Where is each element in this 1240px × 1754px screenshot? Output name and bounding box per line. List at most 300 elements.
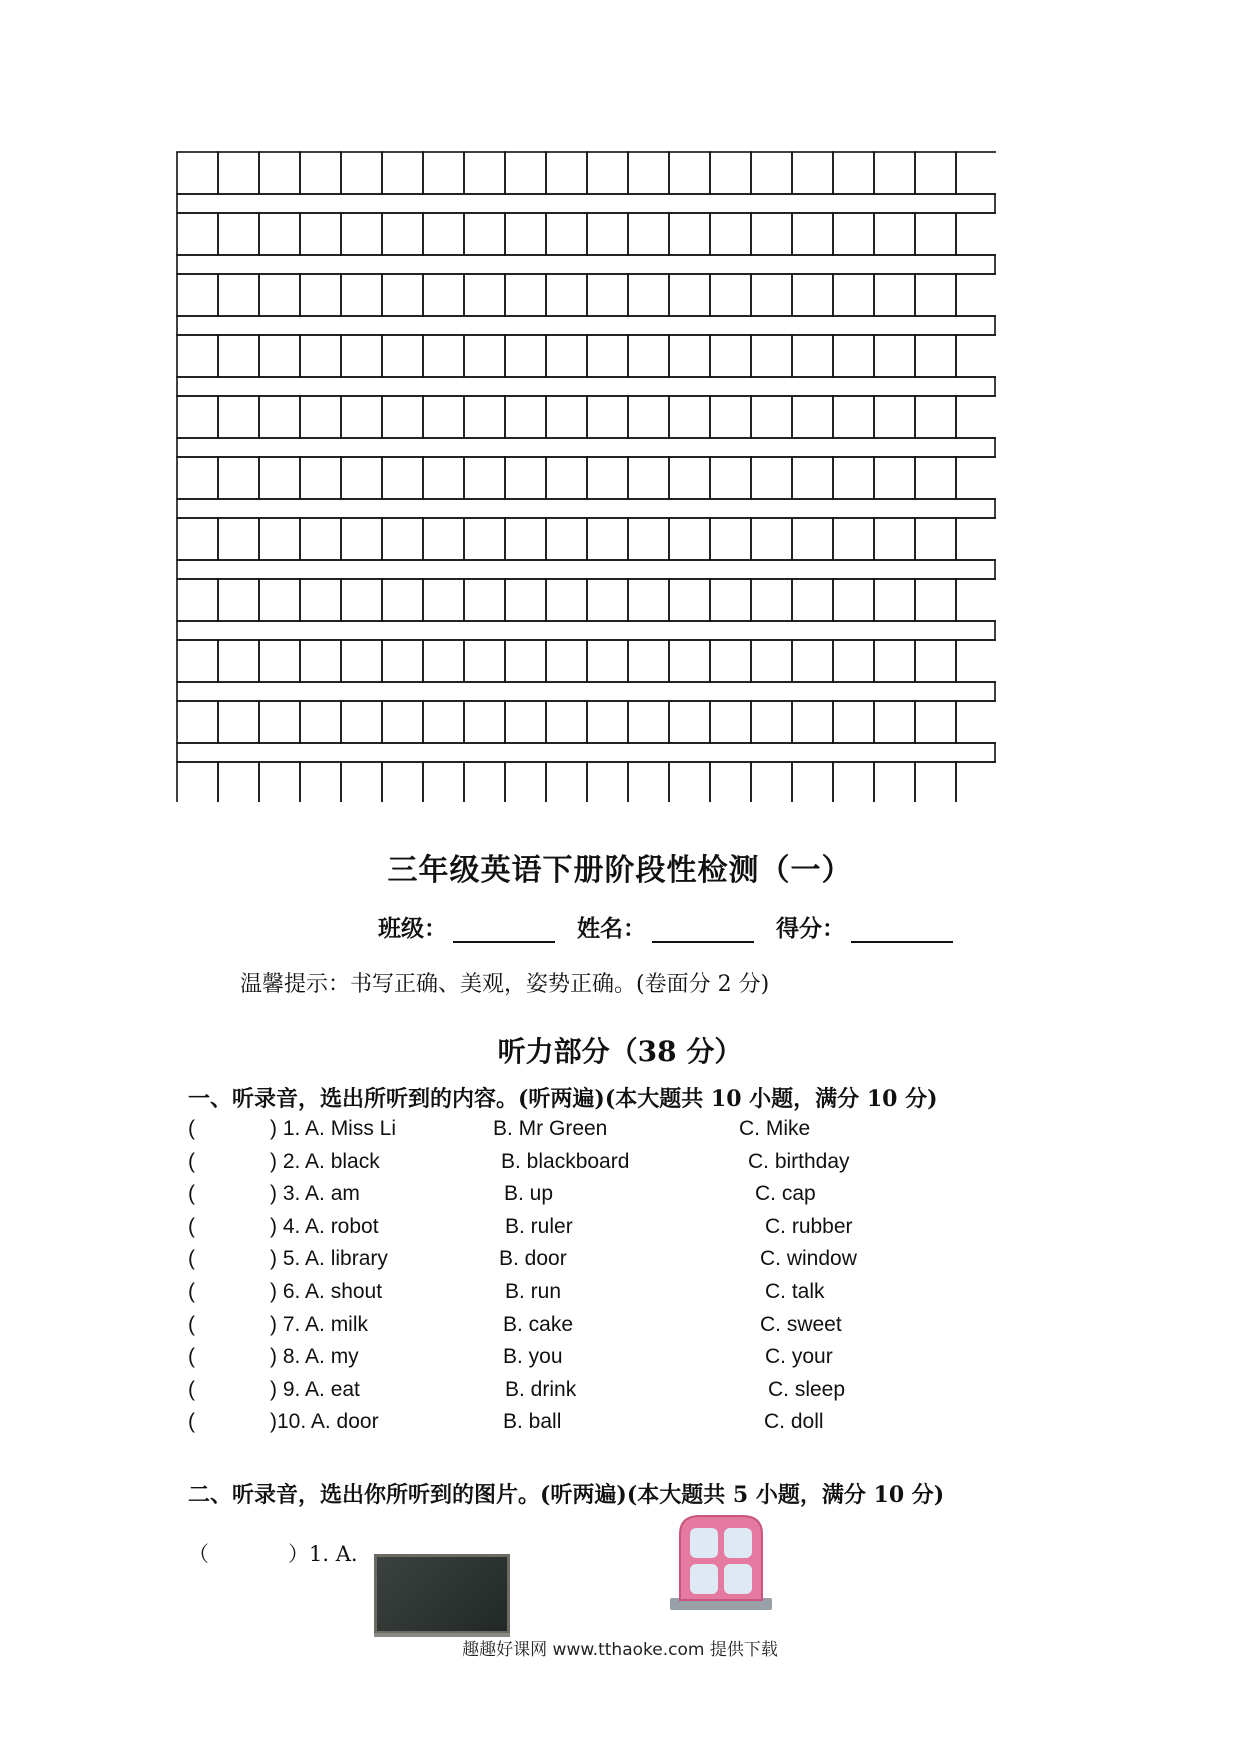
grid-cell[interactable]: [177, 335, 218, 377]
part2-question-1: [188, 1538, 358, 1568]
grid-cell[interactable]: [628, 640, 669, 682]
option-a: ) 7. A. milk: [270, 1312, 369, 1336]
grid-cell[interactable]: [259, 579, 300, 621]
grid-spacer: [177, 743, 995, 762]
grid-cell[interactable]: [669, 152, 710, 194]
grid-cell[interactable]: [751, 457, 792, 499]
answer-paren[interactable]: (: [188, 1149, 195, 1173]
grid-cell[interactable]: [177, 152, 218, 194]
question-row: [188, 1150, 1088, 1183]
grid-cell[interactable]: [546, 579, 587, 621]
option-c: C. your: [765, 1345, 833, 1369]
grid-cell[interactable]: [423, 396, 464, 438]
grid-cell[interactable]: [300, 213, 341, 255]
grid-cell[interactable]: [874, 335, 915, 377]
grid-cell[interactable]: [792, 152, 833, 194]
grid-cell[interactable]: [382, 213, 423, 255]
grid-spacer: [177, 621, 995, 640]
grid-cell[interactable]: [833, 701, 874, 743]
grid-cell[interactable]: [177, 762, 218, 802]
grid-cell[interactable]: [300, 701, 341, 743]
grid-cell[interactable]: [177, 396, 218, 438]
grid-cell[interactable]: [546, 274, 587, 316]
grid-cell[interactable]: [915, 701, 956, 743]
grid-cell[interactable]: [218, 396, 259, 438]
grid-cell[interactable]: [874, 701, 915, 743]
writing-grid: [176, 151, 996, 802]
grid-cell[interactable]: [915, 579, 956, 621]
grid-cell[interactable]: [341, 518, 382, 560]
part1-question-list: [188, 1117, 1088, 1443]
question-row: [188, 1280, 1088, 1313]
grid-cell[interactable]: [751, 396, 792, 438]
question-row: [188, 1410, 1088, 1443]
grid-cell[interactable]: [628, 335, 669, 377]
grid-cell[interactable]: [710, 701, 751, 743]
window-pane-1: [690, 1528, 718, 1558]
grid-cell[interactable]: [218, 640, 259, 682]
grid-cell[interactable]: [751, 274, 792, 316]
answer-paren[interactable]: (: [188, 1214, 195, 1238]
class-field: [378, 910, 555, 943]
question-row: [188, 1247, 1088, 1280]
question-row: [188, 1215, 1088, 1248]
grid-cell[interactable]: [546, 335, 587, 377]
grid-cell[interactable]: [956, 640, 996, 682]
grid-cell[interactable]: [915, 274, 956, 316]
grid-cell[interactable]: [874, 579, 915, 621]
grid-cell[interactable]: [792, 762, 833, 802]
grid-cell[interactable]: [218, 762, 259, 802]
option-b: B. blackboard: [501, 1149, 630, 1173]
grid-cell[interactable]: [218, 335, 259, 377]
option-a: ) 9. A. eat: [270, 1377, 360, 1401]
grid-cell[interactable]: [669, 518, 710, 560]
grid-cell[interactable]: [300, 640, 341, 682]
grid-cell[interactable]: [669, 640, 710, 682]
grid-cell[interactable]: [546, 701, 587, 743]
grid-cell[interactable]: [874, 640, 915, 682]
grid-cell[interactable]: [423, 640, 464, 682]
grid-cell[interactable]: [464, 396, 505, 438]
grid-cell[interactable]: [710, 335, 751, 377]
grid-cell[interactable]: [792, 396, 833, 438]
grid-cell[interactable]: [423, 274, 464, 316]
name-blank[interactable]: [652, 919, 754, 943]
grid-cell[interactable]: [382, 335, 423, 377]
grid-cell[interactable]: [341, 457, 382, 499]
option-b: B. up: [504, 1182, 554, 1206]
window-pane-3: [690, 1564, 718, 1594]
grid-cell[interactable]: [710, 396, 751, 438]
grid-cell[interactable]: [177, 701, 218, 743]
grid-cell[interactable]: [382, 762, 423, 802]
question-row: [188, 1345, 1088, 1378]
grid-cell[interactable]: [628, 762, 669, 802]
grid-cell[interactable]: [792, 640, 833, 682]
grid-cell[interactable]: [546, 457, 587, 499]
grid-cell[interactable]: [259, 213, 300, 255]
grid-cell[interactable]: [792, 579, 833, 621]
option-c: C. Mike: [739, 1117, 811, 1140]
grid-cell[interactable]: [833, 335, 874, 377]
grid-cell[interactable]: [587, 701, 628, 743]
grid-cell[interactable]: [915, 518, 956, 560]
grid-cell[interactable]: [587, 640, 628, 682]
grid-cell[interactable]: [587, 213, 628, 255]
grid-cell[interactable]: [177, 518, 218, 560]
grid-cell[interactable]: [751, 335, 792, 377]
option-c: C. window: [760, 1247, 857, 1271]
class-label: 班级：: [378, 915, 447, 942]
grid-cell[interactable]: [587, 152, 628, 194]
grid-cell[interactable]: [382, 518, 423, 560]
grid-cell[interactable]: [833, 457, 874, 499]
grid-cell[interactable]: [218, 213, 259, 255]
student-info: [378, 910, 975, 943]
answer-paren[interactable]: (: [188, 1410, 195, 1434]
grid-cell[interactable]: [915, 396, 956, 438]
grid-cell[interactable]: [628, 396, 669, 438]
grid-cell[interactable]: [956, 457, 996, 499]
grid-cell[interactable]: [628, 213, 669, 255]
grid-cell[interactable]: [218, 701, 259, 743]
grid-cell[interactable]: [382, 152, 423, 194]
option-a: ) 2. A. black: [270, 1149, 380, 1173]
grid-cell[interactable]: [423, 762, 464, 802]
grid-cell[interactable]: [956, 579, 996, 621]
option-c: C. birthday: [748, 1149, 850, 1173]
grid-cell[interactable]: [956, 396, 996, 438]
grid-cell[interactable]: [915, 152, 956, 194]
score-blank[interactable]: [851, 919, 953, 943]
grid-cell[interactable]: [300, 579, 341, 621]
tip-text: 温馨提示：书写正确、美观，姿势正确。(卷面分 2 分): [240, 972, 770, 997]
grid-cell[interactable]: [751, 579, 792, 621]
name-label: 姓名：: [577, 915, 646, 942]
grid-cell[interactable]: [341, 152, 382, 194]
grid-cell[interactable]: [710, 640, 751, 682]
grid-cell[interactable]: [546, 762, 587, 802]
grid-cell[interactable]: [464, 762, 505, 802]
grid-cell[interactable]: [874, 274, 915, 316]
grid-cell[interactable]: [874, 457, 915, 499]
grid-cell[interactable]: [956, 762, 996, 802]
grid-cell[interactable]: [423, 335, 464, 377]
grid-cell[interactable]: [956, 152, 996, 194]
grid-cell[interactable]: [669, 579, 710, 621]
grid-cell[interactable]: [956, 335, 996, 377]
grid-cell[interactable]: [382, 701, 423, 743]
grid-spacer: [177, 499, 995, 518]
grid-cell[interactable]: [833, 396, 874, 438]
option-b: B. door: [499, 1247, 567, 1271]
answer-paren[interactable]: (: [188, 1345, 195, 1369]
grid-cell[interactable]: [259, 152, 300, 194]
part1-heading: 一、听录音，选出所听到的内容。(听两遍)(本大题共 10 小题，满分 10 分): [188, 1086, 938, 1112]
grid-cell[interactable]: [423, 152, 464, 194]
grid-cell[interactable]: [300, 274, 341, 316]
answer-paren[interactable]: (: [188, 1247, 195, 1271]
grid-cell[interactable]: [259, 762, 300, 802]
grid-cell[interactable]: [177, 579, 218, 621]
grid-cell[interactable]: [218, 457, 259, 499]
part2-heading: 二、听录音，选出你所听到的图片。(听两遍)(本大题共 5 小题，满分 10 分): [188, 1482, 945, 1508]
option-c: C. rubber: [765, 1214, 853, 1238]
answer-paren[interactable]: (: [188, 1182, 195, 1206]
grid-cell[interactable]: [956, 701, 996, 743]
grid-cell[interactable]: [259, 396, 300, 438]
grid-cell[interactable]: [833, 518, 874, 560]
grid-cell[interactable]: [710, 518, 751, 560]
question-row: [188, 1182, 1088, 1215]
grid-cell[interactable]: [505, 579, 546, 621]
grid-cell[interactable]: [177, 274, 218, 316]
grid-cell[interactable]: [341, 213, 382, 255]
question-label: ）1. A.: [288, 1542, 358, 1566]
grid-cell[interactable]: [259, 518, 300, 560]
grid-cell[interactable]: [382, 396, 423, 438]
listening-heading: 听力部分（38 分）: [497, 1035, 743, 1068]
grid-cell[interactable]: [505, 701, 546, 743]
option-b: B. run: [505, 1279, 562, 1303]
grid-cell[interactable]: [300, 518, 341, 560]
grid-cell[interactable]: [423, 579, 464, 621]
grid-cell[interactable]: [423, 213, 464, 255]
grid-spacer: [177, 560, 995, 579]
grid-cell[interactable]: [833, 579, 874, 621]
grid-cell[interactable]: [669, 274, 710, 316]
question-row: [188, 1117, 1088, 1150]
grid-cell[interactable]: [669, 762, 710, 802]
grid-cell[interactable]: [915, 335, 956, 377]
grid-cell[interactable]: [546, 396, 587, 438]
grid-cell[interactable]: [300, 152, 341, 194]
grid-spacer: [177, 377, 995, 396]
grid-cell[interactable]: [341, 396, 382, 438]
option-a: ) 1. A. Miss Li: [270, 1117, 397, 1140]
grid-cell[interactable]: [341, 701, 382, 743]
grid-cell[interactable]: [464, 518, 505, 560]
option-c: C. talk: [765, 1279, 825, 1303]
grid-cell[interactable]: [464, 457, 505, 499]
grid-cell[interactable]: [382, 640, 423, 682]
grid-cell[interactable]: [464, 640, 505, 682]
grid-cell[interactable]: [218, 152, 259, 194]
answer-paren[interactable]: (: [188, 1117, 195, 1140]
grid-cell[interactable]: [669, 457, 710, 499]
option-a: ) 5. A. library: [270, 1247, 388, 1271]
option-b: B. Mr Green: [493, 1117, 608, 1140]
score-field: [776, 910, 953, 943]
grid-cell[interactable]: [423, 701, 464, 743]
grid-cell[interactable]: [505, 640, 546, 682]
grid-cell[interactable]: [259, 274, 300, 316]
grid-cell[interactable]: [464, 579, 505, 621]
grid-cell[interactable]: [710, 579, 751, 621]
grid-cell[interactable]: [915, 640, 956, 682]
grid-cell[interactable]: [956, 213, 996, 255]
grid-cell[interactable]: [710, 213, 751, 255]
grid-cell[interactable]: [259, 335, 300, 377]
grid-cell[interactable]: [464, 335, 505, 377]
grid-cell[interactable]: [915, 213, 956, 255]
grid-cell[interactable]: [833, 213, 874, 255]
option-a: ) 4. A. robot: [270, 1214, 379, 1238]
class-blank[interactable]: [453, 919, 555, 943]
answer-paren[interactable]: (: [188, 1279, 195, 1303]
grid-cell[interactable]: [628, 274, 669, 316]
grid-cell[interactable]: [915, 457, 956, 499]
answer-paren[interactable]: （: [188, 1542, 209, 1566]
option-b: B. ball: [503, 1410, 562, 1434]
question-row: [188, 1378, 1088, 1411]
grid-cell[interactable]: [587, 762, 628, 802]
grid-cell[interactable]: [628, 518, 669, 560]
option-c: C. sleep: [768, 1377, 846, 1401]
grid-cell[interactable]: [956, 518, 996, 560]
footer-credit: 趣趣好课网 www.tthaoke.com 提供下载: [462, 1640, 778, 1660]
grid-cell[interactable]: [874, 152, 915, 194]
grid-cell[interactable]: [423, 457, 464, 499]
grid-cell[interactable]: [710, 762, 751, 802]
grid-cell[interactable]: [833, 274, 874, 316]
grid-cell[interactable]: [259, 701, 300, 743]
grid-cell[interactable]: [464, 213, 505, 255]
grid-cell[interactable]: [382, 274, 423, 316]
grid-cell[interactable]: [669, 335, 710, 377]
grid-cell[interactable]: [874, 396, 915, 438]
option-a: ) 3. A. am: [270, 1182, 360, 1206]
grid-cell[interactable]: [259, 457, 300, 499]
score-label: 得分：: [776, 915, 845, 942]
answer-paren[interactable]: (: [188, 1377, 195, 1401]
grid-cell[interactable]: [669, 396, 710, 438]
grid-cell[interactable]: [341, 579, 382, 621]
grid-cell[interactable]: [177, 213, 218, 255]
grid-cell[interactable]: [300, 762, 341, 802]
grid-cell[interactable]: [341, 335, 382, 377]
grid-spacer: [177, 438, 995, 457]
page-title: 三年级英语下册阶段性检测（一）: [387, 853, 853, 888]
option-a: ) 6. A. shout: [270, 1279, 383, 1303]
grid-spacer: [177, 255, 995, 274]
grid-cell[interactable]: [382, 579, 423, 621]
grid-cell[interactable]: [218, 579, 259, 621]
grid-cell[interactable]: [710, 457, 751, 499]
grid-cell[interactable]: [505, 213, 546, 255]
answer-paren[interactable]: (: [188, 1312, 195, 1336]
grid-cell[interactable]: [505, 762, 546, 802]
grid-cell[interactable]: [792, 213, 833, 255]
grid-cell[interactable]: [587, 457, 628, 499]
grid-cell[interactable]: [505, 457, 546, 499]
grid-cell[interactable]: [464, 274, 505, 316]
grid-cell[interactable]: [751, 152, 792, 194]
writing-grid-svg: [176, 151, 996, 802]
option-b: B. you: [503, 1345, 563, 1369]
grid-cell[interactable]: [341, 762, 382, 802]
grid-cell[interactable]: [669, 213, 710, 255]
grid-cell[interactable]: [464, 152, 505, 194]
option-b: B. cake: [503, 1312, 574, 1336]
grid-cell[interactable]: [341, 274, 382, 316]
grid-cell[interactable]: [874, 213, 915, 255]
grid-cell[interactable]: [833, 640, 874, 682]
option-b: B. ruler: [505, 1214, 573, 1238]
grid-cell[interactable]: [505, 274, 546, 316]
grid-cell[interactable]: [218, 274, 259, 316]
grid-cell[interactable]: [710, 152, 751, 194]
grid-cell[interactable]: [792, 274, 833, 316]
grid-cell[interactable]: [710, 274, 751, 316]
grid-cell[interactable]: [546, 640, 587, 682]
grid-cell[interactable]: [833, 762, 874, 802]
grid-cell[interactable]: [464, 701, 505, 743]
grid-cell[interactable]: [341, 640, 382, 682]
grid-cell[interactable]: [792, 457, 833, 499]
grid-cell[interactable]: [792, 518, 833, 560]
grid-cell[interactable]: [628, 457, 669, 499]
grid-cell[interactable]: [546, 152, 587, 194]
grid-cell[interactable]: [751, 213, 792, 255]
option-c: C. sweet: [760, 1312, 842, 1336]
grid-cell[interactable]: [587, 579, 628, 621]
grid-cell[interactable]: [751, 640, 792, 682]
grid-cell[interactable]: [300, 396, 341, 438]
grid-cell[interactable]: [587, 396, 628, 438]
grid-cell[interactable]: [505, 396, 546, 438]
grid-cell[interactable]: [792, 701, 833, 743]
grid-cell[interactable]: [505, 152, 546, 194]
grid-cell[interactable]: [382, 457, 423, 499]
grid-cell[interactable]: [300, 335, 341, 377]
option-c: C. doll: [764, 1410, 824, 1434]
grid-cell[interactable]: [628, 579, 669, 621]
grid-cell[interactable]: [751, 518, 792, 560]
grid-cell[interactable]: [751, 701, 792, 743]
grid-cell[interactable]: [587, 274, 628, 316]
grid-cell[interactable]: [177, 640, 218, 682]
option-a: )10. A. door: [270, 1410, 379, 1434]
name-field: [577, 910, 754, 943]
grid-cell[interactable]: [833, 152, 874, 194]
grid-cell[interactable]: [423, 518, 464, 560]
grid-cell[interactable]: [874, 518, 915, 560]
grid-cell[interactable]: [587, 518, 628, 560]
grid-cell[interactable]: [669, 701, 710, 743]
window-pane-4: [724, 1564, 752, 1594]
grid-cell[interactable]: [956, 274, 996, 316]
grid-cell[interactable]: [874, 762, 915, 802]
grid-cell[interactable]: [177, 457, 218, 499]
option-b: B. drink: [505, 1377, 577, 1401]
option-a: ) 8. A. my: [270, 1345, 359, 1369]
grid-cell[interactable]: [628, 701, 669, 743]
grid-cell[interactable]: [751, 762, 792, 802]
grid-cell[interactable]: [546, 213, 587, 255]
grid-cell[interactable]: [915, 762, 956, 802]
grid-cell[interactable]: [628, 152, 669, 194]
grid-cell[interactable]: [218, 518, 259, 560]
grid-cell[interactable]: [300, 457, 341, 499]
grid-cell[interactable]: [505, 518, 546, 560]
grid-cell[interactable]: [546, 518, 587, 560]
grid-cell[interactable]: [259, 640, 300, 682]
grid-cell[interactable]: [505, 335, 546, 377]
grid-cell[interactable]: [587, 335, 628, 377]
grid-cell[interactable]: [792, 335, 833, 377]
